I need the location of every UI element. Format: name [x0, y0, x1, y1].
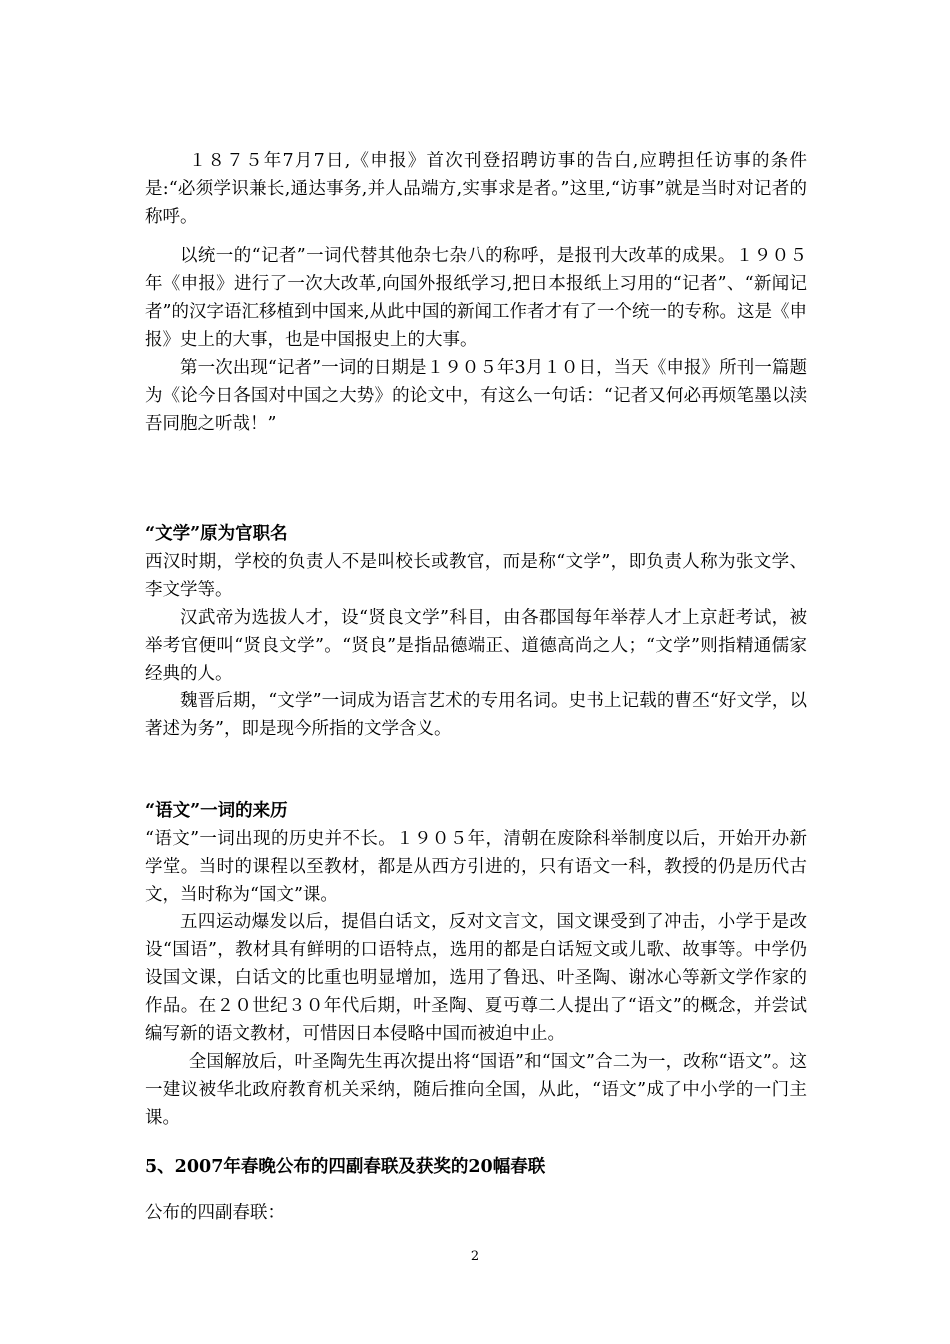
paragraph-chunlian-1: 公布的四副春联： [145, 1203, 285, 1223]
section-heading-yuwen: “语文”一词的来历 [145, 801, 288, 821]
paragraph-jizhe-3: 第一次出现“记者”一词的日期是１９０５年3月１０日，当天《申报》所刊一篇题为《论今日各国对中国之大势》的论文中，有这么一句话：“记者又何必再烦笔墨以渎吾同胞之听哉！” [145, 358, 807, 434]
section-heading-wenxue: “文学”原为官职名 [145, 524, 288, 544]
paragraph-wenxue-1: 西汉时期，学校的负责人不是叫校长或教官，而是称“文学”，即负责人称为张文学、李文学等。 [145, 552, 807, 600]
paragraph-yuwen-2: 五四运动爆发以后，提倡白话文，反对文言文，国文课受到了冲击，小学于是改设“国语”，教材具有鲜明的口语特点，选用的都是白话短文或儿歌、故事等。中学仍设国文课，白话文的比重也明显增加，选用了鲁迅、叶圣陶、谢冰心等新文学作家的作品。在２０世纪３０年代后期，叶圣陶、夏丏尊二人提出了“语文”的概念，并尝试编写新的语文教材，可惜因日本侵略中国而被迫中止。 [145, 912, 807, 1044]
paragraph-jizhe-1: １８７５年7月7日,《申报》首次刊登招聘访事的告白,应聘担任访事的条件是:“必须学识兼长,通达事务,并人品端方,实事求是者。”这里,“访事”就是当时对记者的称呼。 [145, 151, 807, 227]
page-number: 2 [470, 1249, 480, 1264]
paragraph-jizhe-2: 以统一的“记者”一词代替其他杂七杂八的称呼，是报刊大改革的成果。１９０５年《申报》进行了一次大改革,向国外报纸学习,把日本报纸上习用的“记者”、“新闻记者”的汉字语汇移植到中国来,从此中国的新闻工作者才有了一个统一的专称。这是《申报》史上的大事，也是中国报史上的大事。 [145, 246, 808, 350]
paragraph-yuwen-1: “语文”一词出现的历史并不长。１９０５年，清朝在废除科举制度以后，开始开办新学堂。当时的课程以至教材，都是从西方引进的，只有语文一科，教授的仍是历代古文，当时称为“国文”课。 [145, 829, 807, 905]
paragraph-wenxue-3: 魏晋后期，“文学”一词成为语言艺术的专用名词。史书上记载的曹丕“好文学，以著述为务”，即是现今所指的文学含义。 [145, 691, 807, 739]
paragraph-wenxue-2: 汉武帝为选拔人才，设“贤良文学”科目，由各郡国每年举荐人才上京赶考试，被举考官便叫“贤良文学”。“贤良”是指品德端正、道德高尚之人；“文学”则指精通儒家经典的人。 [145, 608, 807, 684]
section-heading-chunlian: 5、2007年春晚公布的四副春联及获奖的20幅春联 [145, 1157, 546, 1177]
paragraph-yuwen-3: 全国解放后，叶圣陶先生再次提出将“国语”和“国文”合二为一，改称“语文”。这一建议被华北政府教育机关采纳，随后推向全国，从此，“语文”成了中小学的一门主课。 [145, 1052, 807, 1128]
